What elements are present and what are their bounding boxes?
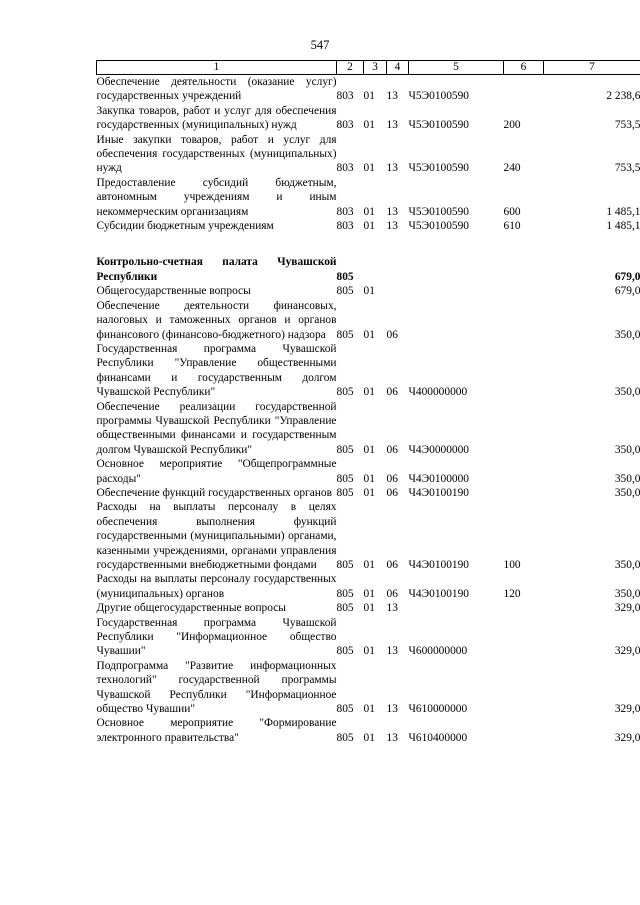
row-section-code: 01 bbox=[363, 119, 375, 132]
row-section-code bbox=[364, 255, 387, 284]
row-subsection-code: 06 bbox=[386, 386, 398, 399]
row-amount: 1 485,1 bbox=[606, 205, 640, 218]
row-subsection-code: 06 bbox=[386, 587, 398, 600]
row-target-article: Ч4Э0100190 bbox=[408, 559, 469, 571]
header-row bbox=[97, 61, 640, 75]
row-description: Расходы на выплаты персоналу в целях обеспечения выполнения функций государственными (муниципальными) органами, казенными учреждениями, органами управления государственными внебюджетными фондами bbox=[96, 501, 337, 571]
row-subsection-code: 06 bbox=[386, 486, 398, 499]
row-subsection-code: 13 bbox=[386, 731, 398, 744]
row-expense-type bbox=[504, 486, 544, 500]
row-admin-code: 805 bbox=[336, 270, 354, 283]
row-subsection-code: 13 bbox=[386, 90, 398, 103]
table-row bbox=[97, 104, 640, 133]
row-target-article: Ч4Э0100000 bbox=[408, 472, 469, 485]
row-amount: 2 238,6 bbox=[606, 90, 640, 103]
row-expense-type: 240 bbox=[503, 162, 521, 175]
table-row bbox=[97, 299, 640, 342]
row-admin-code: 803 bbox=[336, 205, 354, 218]
row-amount: 679,0 bbox=[614, 285, 640, 298]
row-expense-type: 610 bbox=[503, 220, 521, 233]
row-admin-code: 805 bbox=[336, 602, 354, 615]
row-target-article: Ч5Э0100590 bbox=[408, 119, 469, 132]
row-amount: 329,0 bbox=[614, 731, 640, 744]
row-target-article: Ч400000000 bbox=[408, 386, 468, 399]
row-subsection-code: 13 bbox=[386, 220, 398, 233]
table-row bbox=[97, 572, 640, 601]
row-section-code: 01 bbox=[363, 731, 375, 744]
row-amount: 350,0 bbox=[614, 386, 640, 399]
table-row bbox=[97, 219, 640, 233]
header-col-4: 4 bbox=[387, 61, 409, 75]
row-target-article: Ч5Э0100590 bbox=[408, 205, 469, 218]
row-amount: 1 485,1 bbox=[606, 220, 640, 233]
row-section-code: 01 bbox=[363, 587, 375, 600]
row-admin-code: 805 bbox=[336, 486, 354, 499]
row-section-code: 01 bbox=[363, 220, 375, 233]
row-amount: 329,0 bbox=[614, 703, 640, 716]
row-description: Иные закупки товаров, работ и услуг для обеспечения государственных (муниципальных) нужд bbox=[96, 133, 337, 175]
row-target-article: Ч4Э0000000 bbox=[408, 443, 469, 456]
row-target-article bbox=[409, 284, 504, 298]
row-target-article: Ч610400000 bbox=[408, 731, 468, 744]
spacer-row bbox=[97, 233, 640, 255]
row-expense-type: 120 bbox=[503, 587, 521, 600]
row-expense-type bbox=[504, 400, 544, 458]
row-expense-type bbox=[504, 255, 544, 284]
row-amount: 350,0 bbox=[614, 587, 640, 600]
row-admin-code: 805 bbox=[336, 328, 354, 341]
budget-table bbox=[96, 60, 640, 745]
row-expense-type: 100 bbox=[503, 559, 521, 571]
row-subsection-code: 13 bbox=[386, 645, 398, 658]
row-amount: 753,5 bbox=[614, 119, 640, 132]
row-amount: 350,0 bbox=[614, 328, 640, 341]
row-amount: 350,0 bbox=[614, 443, 640, 456]
row-subsection-code: 06 bbox=[386, 328, 398, 341]
row-description: Предоставление субсидий бюджетным, автономным учреждениям и иным некоммерческим организациям bbox=[96, 176, 337, 218]
row-expense-type bbox=[504, 616, 544, 659]
row-admin-code: 805 bbox=[336, 443, 354, 456]
row-expense-type bbox=[504, 299, 544, 342]
row-target-article bbox=[409, 255, 504, 284]
row-subsection-code: 13 bbox=[386, 162, 398, 175]
row-subsection-code: 13 bbox=[386, 602, 398, 615]
row-target-article: Ч4Э0100190 bbox=[408, 587, 469, 600]
row-section-code: 01 bbox=[363, 602, 375, 615]
table-row bbox=[97, 133, 640, 176]
row-target-article: Ч610000000 bbox=[408, 703, 468, 716]
table-row bbox=[97, 284, 640, 298]
row-description: Расходы на выплаты персоналу государственных (муниципальных) органов bbox=[96, 573, 337, 600]
row-expense-type bbox=[504, 342, 544, 400]
table-row bbox=[97, 176, 640, 219]
row-section-code: 01 bbox=[363, 559, 375, 571]
table-row bbox=[97, 500, 640, 572]
table-row bbox=[97, 716, 640, 745]
row-section-code: 01 bbox=[363, 443, 375, 456]
row-admin-code: 805 bbox=[336, 559, 354, 571]
row-description: Контрольно-счетная палата Чувашской Республики bbox=[96, 256, 337, 283]
row-expense-type bbox=[504, 659, 544, 717]
row-amount: 350,0 bbox=[614, 559, 640, 571]
row-target-article: Ч5Э0100590 bbox=[408, 162, 469, 175]
header-col-7: 7 bbox=[544, 61, 640, 75]
row-subsection-code: 13 bbox=[386, 205, 398, 218]
table-row bbox=[97, 255, 640, 284]
row-subsection-code bbox=[387, 284, 409, 298]
row-expense-type bbox=[504, 75, 544, 104]
spacer-cell bbox=[97, 233, 640, 255]
row-admin-code: 803 bbox=[336, 162, 354, 175]
row-section-code: 01 bbox=[363, 486, 375, 499]
header-col-5: 5 bbox=[409, 61, 504, 75]
table-row bbox=[97, 342, 640, 400]
row-section-code: 01 bbox=[363, 205, 375, 218]
row-subsection-code: 06 bbox=[386, 472, 398, 485]
page-number: 547 bbox=[310, 38, 330, 52]
row-admin-code: 805 bbox=[336, 645, 354, 658]
row-target-article bbox=[409, 299, 504, 342]
row-amount: 350,0 bbox=[614, 472, 640, 485]
row-section-code: 01 bbox=[363, 645, 375, 658]
row-expense-type: 200 bbox=[503, 119, 521, 132]
row-amount: 753,5 bbox=[614, 162, 640, 175]
row-section-code: 01 bbox=[363, 386, 375, 399]
row-subsection-code: 13 bbox=[386, 703, 398, 716]
row-description: Субсидии бюджетным учреждениям bbox=[96, 220, 274, 233]
row-section-code: 01 bbox=[363, 328, 375, 341]
row-amount: 329,0 bbox=[614, 645, 640, 658]
row-description: Обеспечение функций государственных органов bbox=[96, 486, 332, 499]
row-expense-type bbox=[504, 457, 544, 486]
header-col-1: 1 bbox=[97, 61, 337, 75]
row-expense-type: 600 bbox=[503, 205, 521, 218]
row-expense-type bbox=[504, 716, 544, 745]
row-expense-type bbox=[504, 284, 544, 298]
table-body bbox=[97, 75, 640, 746]
row-target-article bbox=[409, 601, 504, 615]
row-admin-code: 805 bbox=[336, 731, 354, 744]
row-description: Государственная программа Чувашской Республики "Управление общественными финансами и государственным долгом Чувашской Республики" bbox=[96, 342, 337, 399]
row-target-article: Ч5Э0100590 bbox=[408, 220, 469, 233]
table-row bbox=[97, 400, 640, 458]
table-row bbox=[97, 75, 640, 104]
row-description: Обеспечение деятельности финансовых, налоговых и таможенных органов и органов финансового (финансово-бюджетного) надзора bbox=[96, 299, 337, 341]
row-admin-code: 805 bbox=[336, 386, 354, 399]
row-section-code: 01 bbox=[363, 703, 375, 716]
row-admin-code: 803 bbox=[336, 90, 354, 103]
table-row bbox=[97, 486, 640, 500]
table-row bbox=[97, 616, 640, 659]
row-section-code: 01 bbox=[363, 472, 375, 485]
row-target-article: Ч4Э0100190 bbox=[408, 486, 469, 499]
row-admin-code: 805 bbox=[336, 285, 354, 298]
row-admin-code: 803 bbox=[336, 220, 354, 233]
row-subsection-code: 06 bbox=[386, 559, 398, 571]
row-description: Основное мероприятие "Формирование электронного правительства" bbox=[96, 717, 337, 744]
row-description: Основное мероприятие "Общепрограммные расходы" bbox=[96, 458, 337, 485]
row-target-article: Ч600000000 bbox=[408, 645, 468, 658]
row-subsection-code: 06 bbox=[386, 443, 398, 456]
row-section-code: 01 bbox=[363, 90, 375, 103]
header-col-3: 3 bbox=[364, 61, 387, 75]
row-description: Подпрограмма "Развитие информационных технологий" государственной программы Чувашской Республики "Информационное общество Чувашии" bbox=[96, 659, 337, 716]
row-admin-code: 805 bbox=[336, 587, 354, 600]
row-section-code: 01 bbox=[363, 162, 375, 175]
row-description: Общегосударственные вопросы bbox=[96, 285, 251, 298]
row-target-article: Ч5Э0100590 bbox=[408, 90, 469, 103]
header-col-6: 6 bbox=[504, 61, 544, 75]
table-row bbox=[97, 601, 640, 615]
row-admin-code: 805 bbox=[336, 472, 354, 485]
row-amount: 350,0 bbox=[614, 486, 640, 499]
row-subsection-code bbox=[387, 255, 409, 284]
table-row bbox=[97, 457, 640, 486]
row-admin-code: 805 bbox=[336, 703, 354, 716]
row-description: Обеспечение реализации государственной программы Чувашской Республики "Управление общественными финансами и государственным долгом Чувашской Республики" bbox=[96, 400, 337, 456]
row-admin-code: 803 bbox=[336, 119, 354, 132]
row-expense-type bbox=[504, 601, 544, 615]
row-amount: 679,0 bbox=[614, 270, 640, 283]
row-section-code: 01 bbox=[363, 285, 375, 298]
row-description: Закупка товаров, работ и услуг для обеспечения государственных (муниципальных) нужд bbox=[96, 104, 337, 132]
row-description: Другие общегосударственные вопросы bbox=[96, 602, 286, 615]
row-subsection-code: 13 bbox=[386, 119, 398, 132]
header-col-2: 2 bbox=[337, 61, 364, 75]
row-description: Государственная программа Чувашской Республики "Информационное общество Чувашии" bbox=[96, 616, 337, 658]
row-description: Обеспечение деятельности (оказание услуг) государственных учреждений bbox=[96, 76, 337, 103]
row-amount: 329,0 bbox=[614, 602, 640, 615]
table-row bbox=[97, 659, 640, 717]
